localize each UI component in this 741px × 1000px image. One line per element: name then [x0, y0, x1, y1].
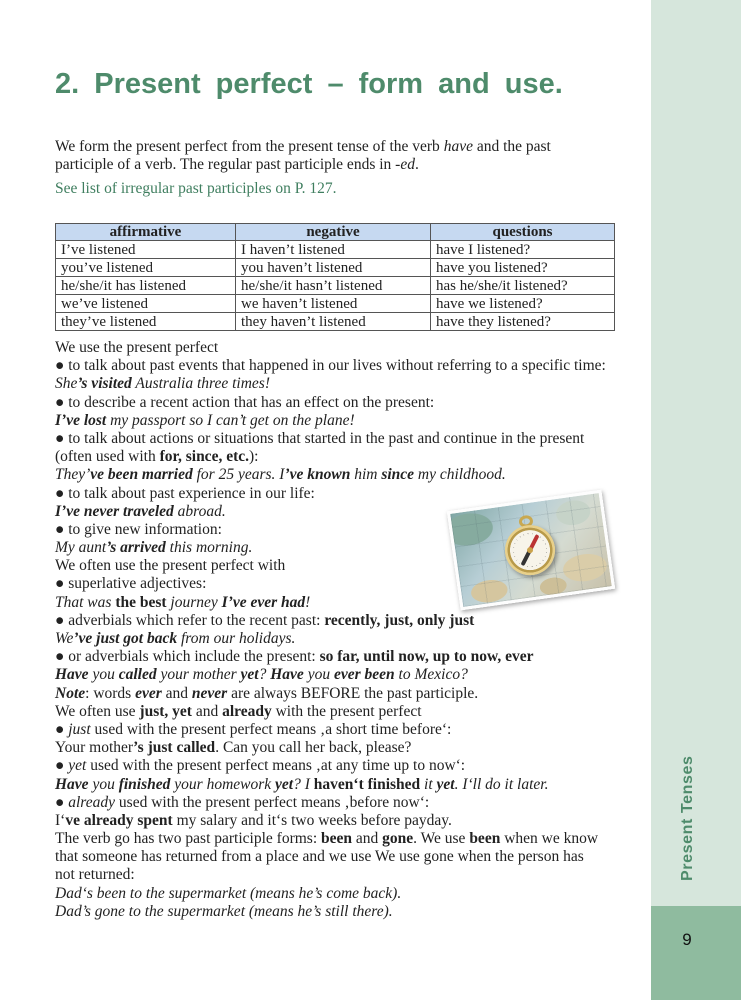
bullet-item [55, 757, 606, 775]
text-segment: . We use [413, 830, 470, 848]
body-line [55, 866, 606, 884]
italic-text: him [350, 466, 382, 484]
bold-italic-text: ’ve just got back [73, 630, 178, 647]
intro-paragraph [55, 138, 551, 174]
table-cell: have I listened? [431, 241, 615, 259]
intro-line [55, 156, 551, 174]
italic-text: have [443, 138, 473, 155]
table-cell: you haven’t listened [236, 259, 431, 277]
text-segment: ● [55, 720, 69, 738]
bold-italic-text: called [118, 666, 157, 684]
bold-italic-text: ’s arrived [106, 539, 166, 557]
example-sentence [55, 466, 606, 484]
table-header-row [56, 224, 615, 241]
body-line [55, 703, 606, 721]
column-header-questions: questions [431, 224, 615, 241]
bold-italic-text: Have [270, 666, 304, 684]
text-segment: ● to talk about actions or situations that started in the past and continue in the present [55, 429, 585, 447]
table-cell: have we listened? [431, 295, 615, 313]
bold-italic-text: I’ve never traveled [55, 502, 174, 520]
bold-italic-text: I’ve ever had [221, 593, 306, 611]
italic-text: Dad’s gone to the supermarket (means he’s still there). [55, 902, 393, 920]
table-cell: have they listened? [431, 313, 615, 331]
text-segment: when we know [500, 830, 599, 848]
text-segment: ● to describe a recent action that has an effect on the present: [55, 393, 435, 411]
body-line [55, 339, 606, 357]
bold-italic-text: ’ve known [284, 466, 351, 484]
text-segment: and [191, 702, 223, 720]
bold-italic-text: ever [135, 684, 162, 702]
bold-italic-text: yet [275, 775, 294, 793]
bold-italic-text: Have [55, 666, 89, 684]
bold-italic-text: never [191, 684, 228, 702]
table-cell: have you listened? [431, 259, 615, 277]
text-segment: used with the present perfect means ‚a short time before‘: [90, 720, 452, 738]
table-cell: they’ve listened [56, 313, 236, 331]
bold-italic-text: I’ve lost [55, 411, 107, 429]
column-header-negative: negative [236, 224, 431, 241]
italic-text: your homework [170, 775, 276, 793]
example-sentence [55, 666, 606, 684]
italic-text: They’ [55, 466, 91, 484]
italic-text: just [68, 720, 91, 738]
bold-italic-text: yet [436, 775, 455, 793]
table-cell: I’ve listened [56, 241, 236, 259]
bold-text: already [222, 702, 272, 720]
column-header-affirmative: affirmative [56, 224, 236, 241]
text-segment: ● or adverbials which include the present: [55, 648, 320, 666]
text-segment: We use the present perfect [55, 339, 219, 356]
italic-text: journey [166, 593, 222, 611]
intro-line [55, 138, 551, 156]
table-row [56, 313, 615, 331]
text-segment: my salary and it‘s two weeks before payday. [172, 811, 452, 829]
italic-text: We [55, 630, 74, 647]
text-segment: and the past [472, 138, 551, 155]
table-cell: he/she/it has listened [56, 277, 236, 295]
example-sentence [55, 375, 606, 393]
table-cell: you’ve listened [56, 259, 236, 277]
bold-text: been [321, 830, 353, 848]
text-segment: . [414, 156, 419, 174]
usage-explanation [55, 339, 606, 921]
body-line [55, 848, 606, 866]
bold-text: haven‘t finished [313, 775, 421, 793]
italic-text: you [88, 666, 119, 684]
page-number: 9 [682, 930, 692, 949]
italic-text: this morning. [165, 539, 253, 557]
table-cell: has he/she/it listened? [431, 277, 615, 295]
bullet-item [55, 721, 606, 739]
italic-text: yet [68, 757, 87, 775]
example-sentence [55, 630, 606, 648]
table-cell: I haven’t listened [236, 241, 431, 259]
irregular-participles-reference: See list of irregular past participles on P. 127. [55, 180, 337, 197]
text-segment: ): [249, 448, 259, 466]
bold-text: the best [115, 593, 167, 611]
text-segment: are always BEFORE the past participle. [227, 684, 479, 702]
text-segment: We often use the present perfect with [55, 557, 286, 575]
body-line [55, 685, 606, 703]
text-segment: used with the present perfect means ‚at any time up to now‘: [86, 757, 466, 775]
bold-text: just, yet [139, 702, 192, 720]
page-number-block [651, 906, 741, 1000]
body-line [55, 448, 606, 466]
bold-italic-text: ve been married [90, 466, 193, 484]
italic-text: Dad‘s been to the supermarket (means he’s come back). [55, 884, 402, 902]
italic-text: you [303, 666, 334, 684]
bold-text: recently, just, only just [324, 611, 475, 629]
italic-text: ? I [293, 775, 314, 793]
italic-text: my childhood. [414, 466, 506, 484]
italic-text: your mother [156, 666, 241, 684]
example-sentence [55, 885, 606, 903]
example-sentence [55, 412, 606, 430]
text-segment: We often use [55, 702, 140, 720]
body-line [55, 776, 606, 794]
table-cell: we’ve listened [56, 295, 236, 313]
text-segment: ● superlative adjectives: [55, 575, 207, 593]
text-segment: The verb go has two past participle forms: [55, 830, 322, 848]
bullet-item [55, 612, 606, 630]
text-segment: ● to give new information: [55, 520, 222, 538]
table-row [56, 295, 615, 313]
text-segment: ● to talk about past experience in our life: [55, 484, 315, 502]
italic-text: That was [55, 593, 116, 611]
text-segment: used with the present perfect means ‚before now‘: [115, 793, 430, 811]
italic-text: Australia three times! [131, 375, 270, 393]
bullet-item [55, 794, 606, 812]
italic-text: abroad. [173, 502, 226, 520]
text-segment: and [352, 830, 383, 848]
text-segment: ● adverbials which refer to the recent past: [55, 611, 325, 629]
text-segment: . Can you call her back, please? [215, 739, 412, 757]
bold-italic-text: Note [55, 684, 86, 702]
bold-italic-text: ever been [333, 666, 395, 684]
bold-text: for, since, etc. [159, 448, 249, 466]
bold-text: ’s just called [133, 739, 216, 757]
bold-italic-text: ’s visited [77, 375, 132, 393]
italic-text: ! [305, 593, 311, 611]
table-cell: we haven’t listened [236, 295, 431, 313]
table-row [56, 259, 615, 277]
bullet-item [55, 394, 606, 412]
bullet-item [55, 357, 606, 375]
text-segment: ● [55, 757, 69, 775]
body-line [55, 812, 606, 830]
table-cell: he/she/it hasn’t listened [236, 277, 431, 295]
table-row [56, 277, 615, 295]
text-segment: (often used with [55, 448, 160, 466]
bold-italic-text: since [381, 466, 415, 484]
table-row [56, 241, 615, 259]
italic-text: it [420, 775, 437, 793]
italic-text: -ed [395, 156, 415, 174]
bullet-item [55, 648, 606, 666]
bold-text: been [469, 830, 501, 848]
bold-italic-text: finished [118, 775, 171, 793]
bullet-item [55, 430, 606, 448]
bold-text: ve already spent [65, 811, 173, 829]
italic-text: My aunt [55, 539, 107, 557]
conjugation-table [55, 223, 615, 331]
text-segment: I‘ [55, 811, 66, 829]
italic-text: my passport so I can’t get on the plane! [106, 411, 355, 429]
italic-text: ? [258, 666, 271, 684]
bold-italic-text: Have [55, 775, 89, 793]
text-segment: ● [55, 793, 69, 811]
example-sentence [55, 903, 606, 921]
bold-text: so far, until now, up to now, ever [319, 648, 534, 666]
body-line [55, 739, 606, 757]
text-segment: and [161, 684, 192, 702]
text-segment: that someone has returned from a place and we use We use gone when the person has [55, 848, 584, 866]
bold-italic-text: yet [240, 666, 259, 684]
text-segment: : words [85, 684, 136, 702]
italic-text: for 25 years. I [192, 466, 285, 484]
text-segment: with the present perfect [271, 702, 422, 720]
table-cell: they haven’t listened [236, 313, 431, 331]
bold-text: gone [382, 830, 414, 848]
text-segment: ● to talk about past events that happened in our lives without referring to a specific time: [55, 357, 606, 375]
italic-text: to Mexico? [394, 666, 468, 684]
body-line [55, 830, 606, 848]
text-segment: participle of a verb. The regular past participle ends in [55, 156, 396, 174]
italic-text: . I‘ll do it later. [454, 775, 549, 793]
text-segment: Your mother [55, 739, 134, 757]
italic-text: from our holidays. [177, 630, 296, 647]
italic-text: She [55, 375, 78, 393]
text-segment: not returned: [55, 866, 135, 884]
text-segment: We form the present perfect from the present tense of the verb [55, 138, 444, 155]
compass-icon [502, 522, 558, 578]
italic-text: you [88, 775, 119, 793]
page-title: 2. Present perfect – form and use. [55, 68, 563, 100]
chapter-label: Present Tenses [679, 755, 696, 881]
italic-text: already [68, 793, 116, 811]
